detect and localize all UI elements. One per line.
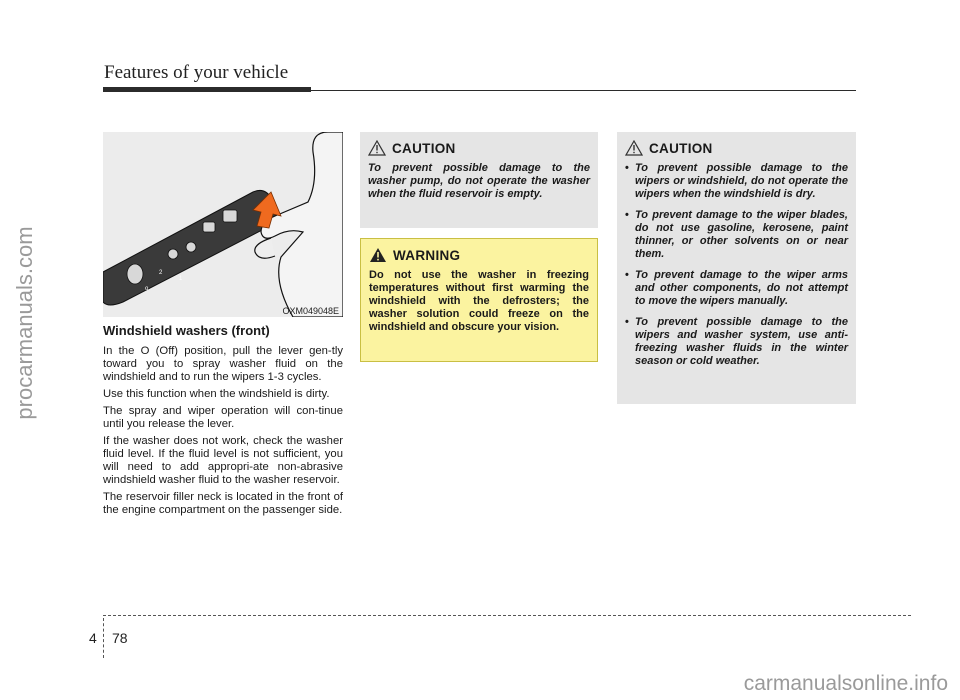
footer-divider (103, 618, 104, 658)
header-rule (103, 87, 311, 92)
page-number: 78 (112, 630, 128, 646)
svg-text:o: o (145, 286, 149, 292)
list-item: • To prevent possible damage to the wipers or windshield, do not operate the wipers when the windshield is dry. (625, 162, 848, 201)
caution-list (625, 162, 848, 368)
washer-icon (127, 264, 143, 284)
caution-triangle-icon (368, 140, 386, 156)
warning-triangle-icon (369, 247, 387, 263)
caution-box-washer-pump (360, 132, 598, 228)
paragraph: The spray and wiper operation will con-tinue until you release the lever. (103, 405, 343, 430)
paragraph: Use this function when the windshield is dirty. (103, 388, 330, 400)
header-rule-thin (311, 90, 856, 91)
caution-box-wipers (617, 132, 856, 404)
list-item: • To prevent damage to the wiper blades, do not use gasoline, kerosene, paint thinner, or other solvents on or near them. (625, 209, 848, 261)
warning-text: Do not use the washer in freezing temperatures without first warming the windshield with the defrosters; the washer solution could freeze on the windshield and obscure your vision. (369, 269, 589, 333)
lever-hand-drawing (103, 132, 343, 317)
caution-title: CAUTION (649, 140, 713, 156)
chapter-number: 4 (89, 630, 97, 646)
paragraph: In the O (Off) position, pull the lever gen-tly toward you to spray washer fluid on the windshield and to run the wipers 1-3 cycles. (103, 345, 343, 383)
wiper-lever-illustration (103, 132, 343, 317)
washer-section (103, 323, 343, 521)
svg-text:1: 1 (179, 276, 183, 282)
section-heading: Windshield washers (front) (103, 323, 270, 338)
warning-box-freezing (360, 238, 598, 362)
caution-title: CAUTION (392, 140, 456, 156)
page-header-title: Features of your vehicle (104, 62, 289, 83)
list-item: • To prevent damage to the wiper arms and other components, do not attempt to move the wipers manually. (625, 269, 848, 308)
svg-text:2: 2 (159, 270, 163, 276)
figure-code: OXM049048E (282, 306, 339, 316)
bottom-watermark: carmanualsonline.info (743, 672, 948, 695)
footer-rule (103, 615, 911, 616)
list-item: • To prevent possible damage to the wipers and washer system, use anti-freezing washer fluids in the winter season or cold weather. (625, 316, 848, 368)
paragraph: The reservoir filler neck is located in the front of the engine compartment on the passenger side. (103, 491, 343, 516)
side-watermark: procarmanuals.com (12, 226, 37, 420)
wiper-icon (223, 210, 237, 222)
caution-triangle-icon (625, 140, 643, 156)
caution-text: To prevent possible damage to the washer pump, do not operate the washer when the fluid reservoir is empty. (368, 162, 590, 200)
paragraph: If the washer does not work, check the washer fluid level. If the fluid level is not sufficient, you will need to add appropri-ate non-abrasive windshield washer fluid to the washer reservoir. (103, 435, 343, 486)
warning-title: WARNING (393, 247, 461, 263)
